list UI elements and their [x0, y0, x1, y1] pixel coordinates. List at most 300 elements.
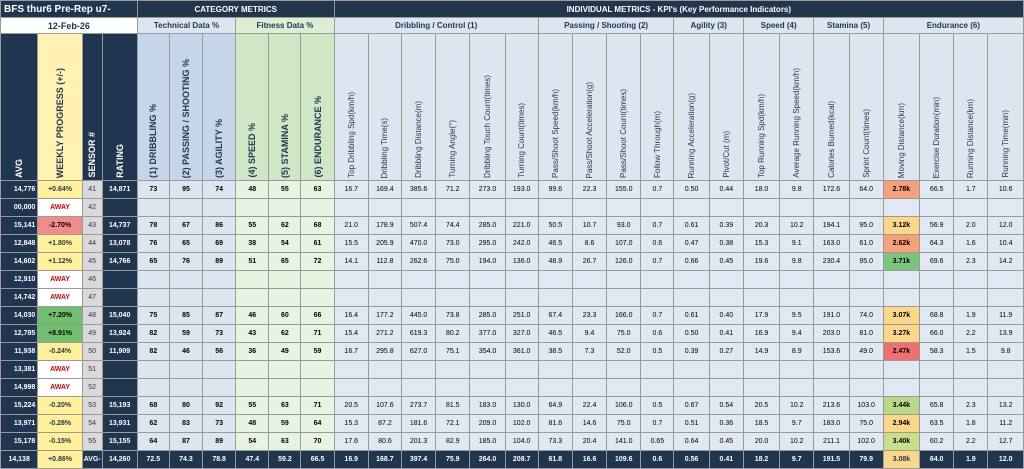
- metric-cell: 99.6: [538, 181, 572, 199]
- metric-cell: 59: [269, 415, 301, 433]
- metric-cell: 0.7: [641, 181, 674, 199]
- metric-cell: 361.0: [505, 343, 538, 361]
- metric-cell: 78: [137, 217, 169, 235]
- metric-cell: 221.0: [505, 217, 538, 235]
- metric-cell: 14.6: [572, 415, 606, 433]
- metric-cell: 107.0: [607, 235, 641, 253]
- metric-cell: [401, 379, 435, 397]
- total-metric-cell: 66.5: [301, 451, 334, 469]
- metric-cell: 73: [203, 415, 236, 433]
- total-metric-cell: 109.6: [607, 451, 641, 469]
- metric-cell: 67.4: [538, 307, 572, 325]
- total-weekly-progress-cell: +0.86%: [38, 451, 83, 469]
- total-metric-cell: 74.3: [169, 451, 202, 469]
- metric-cell: [988, 271, 1024, 289]
- metric-cell: [401, 289, 435, 307]
- metric-cell: 9.8: [780, 253, 814, 271]
- metric-cell: 68.8: [920, 307, 954, 325]
- metric-cell: 11.2: [988, 415, 1024, 433]
- metric-cell: [236, 361, 269, 379]
- metric-cell: 54: [269, 235, 301, 253]
- metric-cell: 66: [301, 307, 334, 325]
- column-header: Top Running Spd(km/h): [743, 34, 779, 181]
- column-header: Turning Count(times): [505, 34, 538, 181]
- metric-cell: 73.8: [436, 307, 470, 325]
- table-row: [1, 397, 1024, 415]
- metric-cell: [954, 271, 988, 289]
- metric-cell: [203, 199, 236, 217]
- metric-cell: [920, 199, 954, 217]
- avg-cell: 00,000: [1, 199, 38, 217]
- metric-cell: 10.6: [988, 181, 1024, 199]
- metric-cell: 0.7: [641, 253, 674, 271]
- metric-cell: 71.2: [436, 181, 470, 199]
- metric-cell: 74.4: [436, 217, 470, 235]
- metric-cell: [401, 271, 435, 289]
- metric-cell: 87.2: [368, 415, 401, 433]
- metric-cell: [137, 199, 169, 217]
- metric-cell: 55: [236, 397, 269, 415]
- metric-cell: 2.2: [954, 433, 988, 451]
- metric-cell: 89: [203, 433, 236, 451]
- metric-cell: 64.0: [849, 181, 883, 199]
- rating-cell: 14,737: [102, 217, 137, 235]
- metric-cell: 75.1: [436, 343, 470, 361]
- weekly-progress-cell: -0.24%: [38, 343, 83, 361]
- report-title: BFS thur6 Pre-Rep u7-: [1, 1, 138, 18]
- metric-cell: 56.9: [920, 217, 954, 235]
- metric-cell: 73.3: [538, 433, 572, 451]
- column-header: Sprint Count(times): [849, 34, 883, 181]
- metric-cell: 13.2: [988, 397, 1024, 415]
- metric-cell: 81.5: [436, 397, 470, 415]
- metric-cell: 75: [137, 307, 169, 325]
- metric-cell: 2.3: [954, 397, 988, 415]
- metric-cell: 0.36: [709, 415, 743, 433]
- metric-cell: 46.5: [538, 325, 572, 343]
- metric-cell: [401, 199, 435, 217]
- total-metric-cell: 0.56: [674, 451, 709, 469]
- metric-cell: 26.7: [572, 253, 606, 271]
- metric-cell: 64: [301, 415, 334, 433]
- metric-cell: 64.3: [920, 235, 954, 253]
- metric-cell: 285.0: [470, 307, 505, 325]
- metric-cell: [203, 271, 236, 289]
- metric-cell: 191.0: [814, 307, 849, 325]
- metric-cell: 75.0: [849, 415, 883, 433]
- metric-cell: [401, 361, 435, 379]
- metric-cell: 0.54: [709, 397, 743, 415]
- table-row: [1, 343, 1024, 361]
- total-metric-cell: 3.08k: [883, 451, 919, 469]
- metric-cell: [301, 271, 334, 289]
- metric-cell: [709, 271, 743, 289]
- metric-cell: 92: [203, 397, 236, 415]
- table-row: [1, 181, 1024, 199]
- table-row: [1, 379, 1024, 397]
- avg-cell: 14,776: [1, 181, 38, 199]
- total-metric-cell: 208.7: [505, 451, 538, 469]
- column-header: Running Time(min): [988, 34, 1024, 181]
- metric-cell: 16.7: [334, 181, 368, 199]
- metric-cell: 0.64: [674, 433, 709, 451]
- table-row: [1, 325, 1024, 343]
- metric-cell: [538, 199, 572, 217]
- avg-cell: 13,381: [1, 361, 38, 379]
- sensor-cell: 48: [82, 307, 102, 325]
- metric-cell: [470, 289, 505, 307]
- metric-cell: 95: [169, 181, 202, 199]
- metric-cell: 69.6: [920, 253, 954, 271]
- column-header: (2) PASSING / SHOOTING %: [169, 34, 202, 181]
- column-header: (1) DRIBBLING %: [137, 34, 169, 181]
- metric-cell: 20.5: [743, 397, 779, 415]
- rating-cell: 14,871: [102, 181, 137, 199]
- metric-cell: [780, 199, 814, 217]
- metric-cell: 71: [301, 325, 334, 343]
- metric-cell: [269, 379, 301, 397]
- metric-cell: 89: [203, 253, 236, 271]
- metric-cell: [269, 361, 301, 379]
- metric-cell: 70: [301, 433, 334, 451]
- metric-cell: 20.0: [743, 433, 779, 451]
- total-metric-cell: 61.8: [538, 451, 572, 469]
- total-metric-cell: 47.4: [236, 451, 269, 469]
- metric-cell: 50.5: [538, 217, 572, 235]
- metric-cell: 95.0: [849, 253, 883, 271]
- metric-cell: 262.6: [401, 253, 435, 271]
- metric-cell: 181.6: [401, 415, 435, 433]
- metric-cell: 59: [301, 343, 334, 361]
- metric-cell: 0.5: [641, 343, 674, 361]
- metric-cell: [920, 379, 954, 397]
- rating-cell: [102, 379, 137, 397]
- metric-cell: 18.5: [743, 415, 779, 433]
- metric-cell: 69: [203, 235, 236, 253]
- metric-cell: 327.0: [505, 325, 538, 343]
- avg-cell: 15,224: [1, 397, 38, 415]
- metric-cell: 251.0: [505, 307, 538, 325]
- column-header: (3) AGILITY %: [203, 34, 236, 181]
- metric-cell: [883, 271, 919, 289]
- metric-cell: 213.6: [814, 397, 849, 415]
- metric-cell: 15.4: [334, 325, 368, 343]
- rating-cell: [102, 289, 137, 307]
- metric-cell: 2.78k: [883, 181, 919, 199]
- metric-cell: 3.71k: [883, 253, 919, 271]
- metric-cell: [814, 199, 849, 217]
- total-metric-cell: 9.7: [780, 451, 814, 469]
- metric-cell: 211.1: [814, 433, 849, 451]
- metric-cell: [709, 361, 743, 379]
- metric-cell: 74: [203, 181, 236, 199]
- weekly-progress-cell: AWAY: [38, 361, 83, 379]
- total-metric-cell: 0.6: [641, 451, 674, 469]
- metric-cell: [954, 199, 988, 217]
- metric-cell: 15.3: [334, 415, 368, 433]
- metric-cell: 93.0: [607, 217, 641, 235]
- metric-cell: 46.5: [538, 235, 572, 253]
- metric-cell: [814, 271, 849, 289]
- metric-cell: 61: [301, 235, 334, 253]
- metric-cell: [849, 361, 883, 379]
- metric-cell: 163.0: [814, 235, 849, 253]
- metric-cell: 73: [137, 181, 169, 199]
- metric-cell: 64.9: [538, 397, 572, 415]
- metric-cell: [743, 361, 779, 379]
- table-row: [1, 271, 1024, 289]
- metric-cell: 194.0: [470, 253, 505, 271]
- metric-cell: 16.4: [334, 307, 368, 325]
- metric-cell: 3.07k: [883, 307, 919, 325]
- metric-cell: [572, 379, 606, 397]
- metric-cell: [849, 379, 883, 397]
- metric-cell: [988, 379, 1024, 397]
- metric-cell: 20.4: [572, 433, 606, 451]
- metric-cell: [641, 361, 674, 379]
- weekly-progress-cell: -0.20%: [38, 397, 83, 415]
- metric-cell: 0.38: [709, 235, 743, 253]
- totals-row: [1, 451, 1024, 469]
- metric-cell: 0.7: [641, 415, 674, 433]
- metric-cell: 60: [269, 307, 301, 325]
- metric-cell: [743, 199, 779, 217]
- metric-cell: [368, 271, 401, 289]
- metric-cell: [641, 199, 674, 217]
- sensor-cell: 42: [82, 199, 102, 217]
- total-metric-cell: 75.9: [436, 451, 470, 469]
- metric-cell: 0.6: [641, 235, 674, 253]
- metric-cell: 73: [203, 325, 236, 343]
- speed-group: Speed (4): [743, 18, 813, 34]
- metric-cell: [954, 361, 988, 379]
- metric-cell: 3.27k: [883, 325, 919, 343]
- column-header: WEEKLY PROGRESS (+/-): [38, 34, 83, 181]
- metric-cell: 8.9: [780, 343, 814, 361]
- metric-cell: [883, 199, 919, 217]
- metric-cell: [538, 289, 572, 307]
- metric-cell: 64: [137, 433, 169, 451]
- metric-cell: [607, 199, 641, 217]
- metric-cell: 67: [169, 217, 202, 235]
- avg-cell: 14,742: [1, 289, 38, 307]
- sensor-cell: 54: [82, 415, 102, 433]
- column-header: Dribbling Touch Count(times): [470, 34, 505, 181]
- total-metric-cell: 72.5: [137, 451, 169, 469]
- metric-cell: 15.3: [743, 235, 779, 253]
- table-row: [1, 307, 1024, 325]
- metric-cell: 76: [169, 253, 202, 271]
- metric-cell: 95.0: [849, 217, 883, 235]
- metric-cell: 103.0: [849, 397, 883, 415]
- column-header: Calories Burned(kcal): [814, 34, 849, 181]
- column-header: Average Running Speed(km/h): [780, 34, 814, 181]
- column-header: Exercise Duration(min): [920, 34, 954, 181]
- weekly-progress-cell: -0.28%: [38, 415, 83, 433]
- metric-cell: 209.0: [470, 415, 505, 433]
- metric-cell: 72: [301, 253, 334, 271]
- metric-cell: 81.6: [538, 415, 572, 433]
- metric-cell: [301, 361, 334, 379]
- metric-cell: [572, 199, 606, 217]
- metric-cell: [436, 289, 470, 307]
- metric-cell: 43: [236, 325, 269, 343]
- metric-cell: 82: [137, 325, 169, 343]
- column-header: Pass/Shoot Speed(km/h): [538, 34, 572, 181]
- metric-cell: [203, 379, 236, 397]
- metric-cell: [301, 199, 334, 217]
- metric-cell: [920, 361, 954, 379]
- metric-cell: [301, 289, 334, 307]
- metric-cell: 0.66: [674, 253, 709, 271]
- metric-cell: 0.39: [674, 343, 709, 361]
- metric-cell: [641, 289, 674, 307]
- metric-cell: 0.50: [674, 325, 709, 343]
- total-metric-cell: 397.4: [401, 451, 435, 469]
- metric-cell: 73.0: [436, 235, 470, 253]
- metric-cell: 3.44k: [883, 397, 919, 415]
- metric-cell: 0.7: [641, 307, 674, 325]
- metric-cell: [436, 379, 470, 397]
- metric-cell: 48.9: [538, 253, 572, 271]
- metric-cell: 0.47: [674, 235, 709, 253]
- metric-cell: [169, 289, 202, 307]
- metric-cell: [538, 271, 572, 289]
- metric-cell: [709, 199, 743, 217]
- rating-cell: [102, 361, 137, 379]
- metric-cell: 21.0: [334, 217, 368, 235]
- metric-cell: 271.2: [368, 325, 401, 343]
- metric-cell: 354.0: [470, 343, 505, 361]
- metric-cell: 7.3: [572, 343, 606, 361]
- metric-cell: [334, 199, 368, 217]
- category-metrics-heading: CATEGORY METRICS: [137, 1, 334, 18]
- metric-cell: 185.0: [470, 433, 505, 451]
- metric-cell: 14.2: [988, 253, 1024, 271]
- metric-cell: [883, 361, 919, 379]
- metric-cell: [572, 289, 606, 307]
- metric-cell: 0.50: [674, 181, 709, 199]
- metric-cell: 66.5: [920, 181, 954, 199]
- sensor-cell: 52: [82, 379, 102, 397]
- metric-cell: 2.94k: [883, 415, 919, 433]
- rating-cell: 13,924: [102, 325, 137, 343]
- metric-cell: 9.8: [988, 343, 1024, 361]
- metric-cell: [920, 271, 954, 289]
- metric-cell: 0.41: [709, 325, 743, 343]
- metric-cell: [954, 289, 988, 307]
- rating-cell: 15,040: [102, 307, 137, 325]
- total-metric-cell: 0.41: [709, 451, 743, 469]
- metric-cell: 106.0: [607, 397, 641, 415]
- table-row: [1, 199, 1024, 217]
- metric-cell: 87: [169, 433, 202, 451]
- metric-cell: [334, 271, 368, 289]
- metric-cell: 10.4: [988, 235, 1024, 253]
- metric-cell: [137, 361, 169, 379]
- weekly-progress-cell: +1.80%: [38, 235, 83, 253]
- metric-cell: 22.4: [572, 397, 606, 415]
- metric-cell: 68: [137, 397, 169, 415]
- metric-cell: 23.3: [572, 307, 606, 325]
- metric-cell: [988, 289, 1024, 307]
- sensor-cell: 49: [82, 325, 102, 343]
- metric-cell: 17.6: [334, 433, 368, 451]
- metric-cell: [301, 379, 334, 397]
- metric-cell: [368, 289, 401, 307]
- total-metric-cell: 12.0: [988, 451, 1024, 469]
- column-header: Pivot/Cut (m): [709, 34, 743, 181]
- metric-cell: 62: [269, 217, 301, 235]
- metric-cell: 242.0: [505, 235, 538, 253]
- metric-cell: 12.7: [988, 433, 1024, 451]
- sensor-cell: 41: [82, 181, 102, 199]
- metric-cell: 10.2: [780, 397, 814, 415]
- metric-cell: 183.0: [470, 397, 505, 415]
- metric-cell: 46: [169, 343, 202, 361]
- metric-cell: [674, 289, 709, 307]
- total-metric-cell: 64.0: [920, 451, 954, 469]
- metric-cell: [436, 199, 470, 217]
- metric-cell: 18.0: [743, 181, 779, 199]
- metric-cell: [988, 361, 1024, 379]
- rating-cell: 13,931: [102, 415, 137, 433]
- metric-cell: [988, 199, 1024, 217]
- metric-cell: 61.0: [849, 235, 883, 253]
- metric-cell: [709, 379, 743, 397]
- metric-cell: [236, 199, 269, 217]
- metric-cell: [470, 379, 505, 397]
- metric-cell: 295.0: [470, 235, 505, 253]
- total-metric-cell: 59.2: [269, 451, 301, 469]
- metric-cell: 83: [169, 415, 202, 433]
- metric-cell: 48: [236, 181, 269, 199]
- metric-cell: 273.7: [401, 397, 435, 415]
- metric-cell: 51: [236, 253, 269, 271]
- metric-cell: 8.6: [572, 235, 606, 253]
- metric-cell: 193.0: [505, 181, 538, 199]
- metric-cell: [368, 199, 401, 217]
- metric-cell: 16.7: [334, 343, 368, 361]
- agility-group: Agility (3): [674, 18, 743, 34]
- passing-group: Passing / Shooting (2): [538, 18, 674, 34]
- metric-cell: 49.0: [849, 343, 883, 361]
- metric-cell: 2.47k: [883, 343, 919, 361]
- metric-cell: [780, 379, 814, 397]
- metric-cell: [607, 379, 641, 397]
- table-row: [1, 253, 1024, 271]
- metric-cell: [849, 271, 883, 289]
- metric-cell: 22.3: [572, 181, 606, 199]
- metric-cell: 445.0: [401, 307, 435, 325]
- metric-cell: 80: [169, 397, 202, 415]
- metric-cell: [814, 361, 849, 379]
- table-row: [1, 361, 1024, 379]
- metric-cell: [674, 361, 709, 379]
- column-header: Dribbling Time(s): [368, 34, 401, 181]
- avg-cell: 14,030: [1, 307, 38, 325]
- table-row: [1, 217, 1024, 235]
- metric-cell: 203.0: [814, 325, 849, 343]
- metric-cell: [236, 289, 269, 307]
- metric-cell: 112.8: [368, 253, 401, 271]
- metric-cell: [674, 199, 709, 217]
- avg-cell: 14,998: [1, 379, 38, 397]
- metric-cell: 9.7: [780, 415, 814, 433]
- total-sensor-cell: AVG-: [82, 451, 102, 469]
- metric-cell: [137, 289, 169, 307]
- metric-cell: 19.6: [743, 253, 779, 271]
